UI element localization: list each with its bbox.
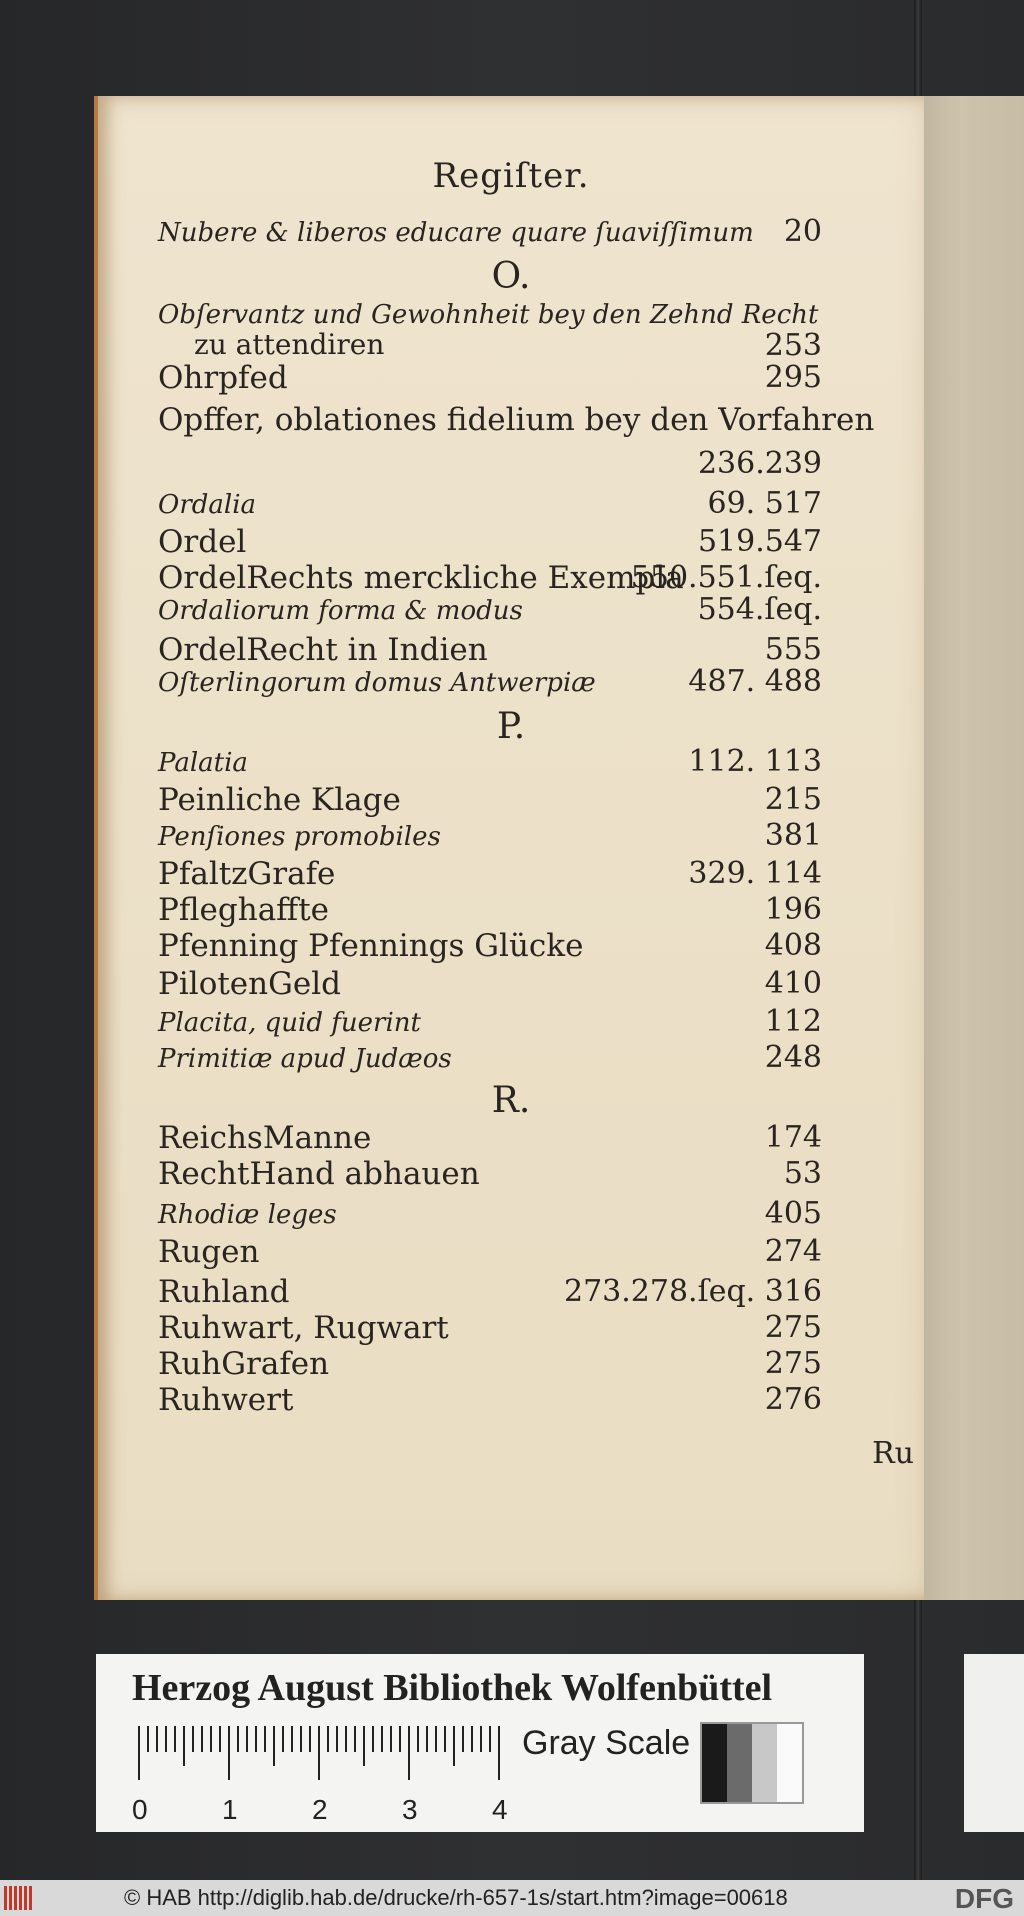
entry-term: Rhodiæ leges xyxy=(158,1200,337,1230)
ruler-tick xyxy=(201,1726,203,1752)
ruler-tick xyxy=(309,1726,311,1752)
footer-bar xyxy=(0,1880,1024,1916)
entry-pages: 275 xyxy=(764,1310,822,1345)
entry-term: OrdelRechts merckliche Exempla xyxy=(158,560,684,596)
ruler-label: 2 xyxy=(312,1794,328,1825)
ruler-tick xyxy=(255,1726,257,1752)
entry-term: PfaltzGrafe xyxy=(158,856,336,892)
ruler-tick xyxy=(264,1726,266,1752)
ruler-tick xyxy=(300,1726,302,1752)
entry-pages: 405 xyxy=(764,1196,822,1231)
entry-term: Placita, quid fuerint xyxy=(158,1008,421,1038)
page-header: Regiſter. xyxy=(432,156,590,196)
entry-term: Ruhwart, Rugwart xyxy=(158,1310,449,1346)
entry-term: OrdelRecht in Indien xyxy=(158,632,488,668)
ruler-tick xyxy=(390,1726,392,1752)
ruler-tick xyxy=(435,1726,437,1752)
register-entry xyxy=(158,1196,822,1236)
ruler-tick xyxy=(444,1726,446,1752)
gray-swatch xyxy=(777,1724,802,1802)
gray-swatch xyxy=(727,1724,752,1802)
color-check-card xyxy=(96,1654,864,1832)
entry-term: Rugen xyxy=(158,1234,260,1270)
entry-pages: 487. 488 xyxy=(688,664,822,699)
entry-pages: 215 xyxy=(764,782,822,817)
register-entry xyxy=(158,664,822,704)
entry-pages: 519.547 xyxy=(697,524,822,559)
entry-term: Ohrpfed xyxy=(158,360,288,396)
ruler-tick xyxy=(183,1726,185,1766)
ruler-tick xyxy=(165,1726,167,1752)
entry-pages: 329. 114 xyxy=(688,856,822,891)
section-letter: R. xyxy=(491,1080,531,1121)
ruler-tick xyxy=(345,1726,347,1752)
register-entry xyxy=(158,446,822,486)
entry-term: Ordalia xyxy=(158,490,257,520)
register-entry xyxy=(158,1004,822,1044)
register-entry xyxy=(158,1156,822,1196)
neighbor-card-edge xyxy=(964,1654,1024,1832)
ruler-tick xyxy=(336,1726,338,1752)
ruler-tick xyxy=(426,1726,428,1752)
entry-pages: 550.551.ſeq. xyxy=(630,560,822,595)
entry-term: Penſiones promobiles xyxy=(158,822,441,852)
ruler-tick xyxy=(138,1726,140,1780)
ruler-tick xyxy=(363,1726,365,1766)
ruler-label: 3 xyxy=(402,1794,418,1825)
entry-term: PilotenGeld xyxy=(158,966,341,1002)
ruler-tick xyxy=(318,1726,320,1780)
register-entry xyxy=(158,1382,822,1422)
entry-pages: 112. 113 xyxy=(688,744,822,779)
ruler-label: 0 xyxy=(132,1794,148,1825)
entry-pages: 248 xyxy=(764,1040,822,1075)
source-url[interactable]: © HAB http://diglib.hab.de/drucke/rh-657-1s/start.htm?image=00618 xyxy=(124,1885,788,1910)
register-entry xyxy=(158,966,822,1006)
dfg-logo: DFG xyxy=(954,1883,1014,1914)
entry-term: Ruhland xyxy=(158,1274,290,1310)
ruler-tick xyxy=(381,1726,383,1752)
entry-term: Nubere & liberos educare quare ſuaviſſimum xyxy=(158,218,754,248)
ruler-tick xyxy=(282,1726,284,1752)
gray-swatch xyxy=(702,1724,727,1802)
register-entry xyxy=(158,1040,822,1080)
ruler-tick xyxy=(273,1726,275,1766)
ruler-tick xyxy=(228,1726,230,1780)
entry-term: Opffer, oblationes fidelium bey den Vorfahren xyxy=(158,402,875,438)
entry-pages: 53 xyxy=(783,1156,822,1191)
register-entry xyxy=(158,214,822,254)
ruler-tick xyxy=(219,1726,221,1752)
ruler-tick xyxy=(372,1726,374,1752)
entry-term: Peinliche Klage xyxy=(158,782,401,818)
entry-pages: 408 xyxy=(764,928,822,963)
neighbor-page-strip xyxy=(918,96,1024,1600)
entry-pages: 273.278.ſeq. 316 xyxy=(564,1274,822,1309)
ruler-tick xyxy=(417,1726,419,1752)
entry-pages: 236.239 xyxy=(697,446,822,481)
register-entry xyxy=(158,782,822,822)
ruler-tick xyxy=(489,1726,491,1752)
ruler-tick xyxy=(237,1726,239,1752)
ruler-tick xyxy=(210,1726,212,1752)
ruler-tick xyxy=(453,1726,455,1766)
ruler-tick xyxy=(498,1726,500,1780)
entry-pages: 253 xyxy=(764,328,822,363)
book-page xyxy=(94,96,924,1600)
register-entry xyxy=(158,856,822,896)
section-letter: P. xyxy=(496,706,526,747)
entry-term: ReichsManne xyxy=(158,1120,372,1156)
entry-pages: 196 xyxy=(764,892,822,927)
gray-scale-label: Gray Scale xyxy=(522,1724,691,1762)
register-entry xyxy=(158,524,822,564)
ruler-tick xyxy=(462,1726,464,1752)
entry-pages: 274 xyxy=(764,1234,822,1269)
entry-pages: 174 xyxy=(764,1120,822,1155)
entry-term: Ordaliorum forma & modus xyxy=(158,596,523,626)
entry-term: RuhGrafen xyxy=(158,1346,330,1382)
register-entry xyxy=(158,402,875,442)
entry-pages: 555 xyxy=(764,632,822,667)
entry-pages: 410 xyxy=(764,966,822,1001)
entry-term: Oſterlingorum domus Antwerpiæ xyxy=(158,668,596,698)
entry-term: RechtHand abhauen xyxy=(158,1156,480,1192)
entry-term: Pfenning Pfennings Glücke xyxy=(158,928,584,964)
register-entry xyxy=(158,360,822,400)
ruler-tick xyxy=(480,1726,482,1752)
register-entry xyxy=(158,1310,822,1350)
entry-pages: 381 xyxy=(764,818,822,853)
hab-logo-icon xyxy=(4,1886,46,1910)
ruler-tick xyxy=(156,1726,158,1752)
scale-ruler xyxy=(132,1726,508,1825)
ruler-tick xyxy=(408,1726,410,1780)
section-letter: O. xyxy=(491,256,531,297)
entry-term: Palatia xyxy=(158,748,248,778)
catchword: Ru xyxy=(872,1436,914,1471)
ruler-tick xyxy=(192,1726,194,1752)
register-entry xyxy=(158,1274,822,1314)
register-entry xyxy=(158,1120,822,1160)
register-entry xyxy=(158,892,822,932)
ruler-label: 4 xyxy=(492,1794,508,1825)
ruler-tick xyxy=(174,1726,176,1752)
entry-term: zu attendiren xyxy=(194,328,385,361)
ruler-label: 1 xyxy=(222,1794,238,1825)
entry-term: Pfleghaffte xyxy=(158,892,329,928)
ruler-tick xyxy=(354,1726,356,1752)
gray-swatch xyxy=(752,1724,777,1802)
register-entry xyxy=(158,486,822,526)
entry-pages: 20 xyxy=(783,214,822,249)
ruler-tick xyxy=(147,1726,149,1752)
entry-pages: 276 xyxy=(764,1382,822,1417)
register-entry xyxy=(158,592,822,632)
ruler-tick xyxy=(471,1726,473,1752)
entry-pages: 112 xyxy=(764,1004,822,1039)
register-entry xyxy=(158,744,822,784)
entry-pages: 275 xyxy=(764,1346,822,1381)
library-name: Herzog August Bibliothek Wolfenbüttel xyxy=(132,1667,773,1709)
gray-swatches xyxy=(700,1722,804,1804)
entry-term: Obſervantz und Gewohnheit bey den Zehnd Recht xyxy=(158,300,819,330)
entry-term: Ruhwert xyxy=(158,1382,294,1418)
register-entry xyxy=(158,818,822,858)
ruler-tick xyxy=(291,1726,293,1752)
entry-term: Ordel xyxy=(158,524,247,560)
ruler-tick xyxy=(399,1726,401,1752)
register-entry xyxy=(158,1346,822,1386)
entry-pages: 69. 517 xyxy=(707,486,822,521)
entry-term: Primitiæ apud Judæos xyxy=(158,1044,452,1074)
register-entry xyxy=(158,1234,822,1274)
ruler-tick xyxy=(327,1726,329,1752)
entry-pages: 554.ſeq. xyxy=(697,592,822,627)
register-entry xyxy=(158,928,822,968)
ruler-tick xyxy=(246,1726,248,1752)
entry-pages: 295 xyxy=(764,360,822,395)
